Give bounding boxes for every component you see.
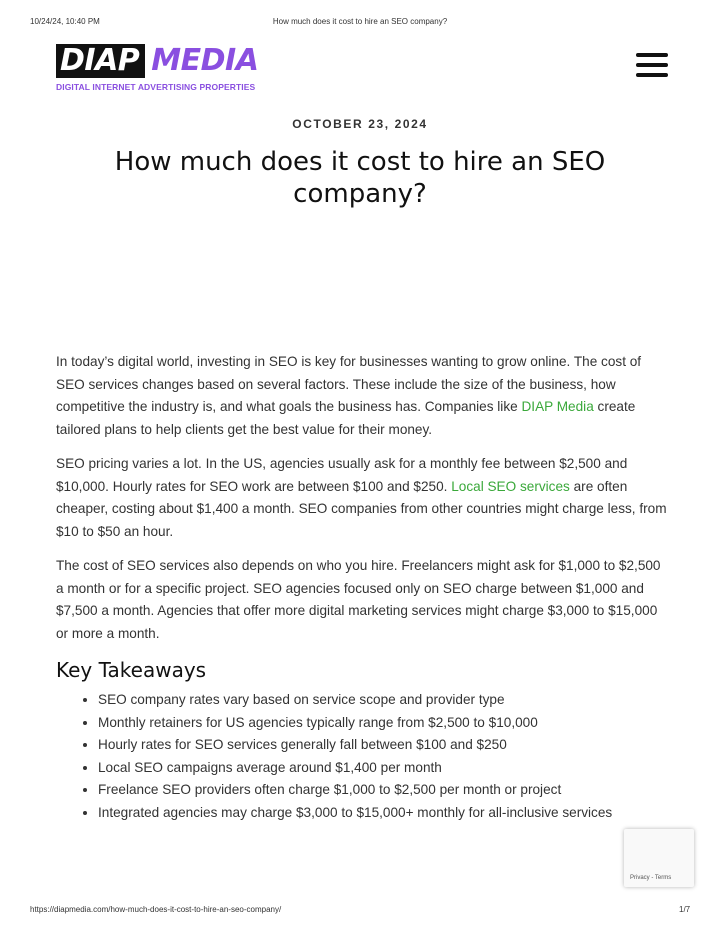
hamburger-menu-icon[interactable] [636, 53, 670, 79]
print-page-title: How much does it cost to hire an SEO company? [272, 17, 448, 26]
hamburger-bar [636, 63, 668, 67]
post-title: How much does it cost to hire an SEO company? [114, 147, 606, 209]
logo-word-diap: DIAP [56, 44, 145, 78]
list-item: • Monthly retainers for US agencies typically range from $2,500 to $10,000 [98, 712, 668, 735]
logo-word-media: MEDIA [151, 43, 259, 78]
print-datetime: 10/24/24, 10:40 PM [30, 17, 100, 26]
local-seo-services-link[interactable]: Local SEO services [451, 478, 570, 494]
paragraph-intro [56, 351, 668, 441]
paragraph-pricing [56, 453, 668, 543]
paragraph-text: create tailored plans to help clients get the best value for their money. [56, 399, 636, 437]
paragraph-text: are often cheaper, costing about $1,400 a month. SEO companies from other countries might charge less, from $10 to $50 an hour. [56, 478, 667, 539]
list-item: • Freelance SEO providers often charge $1,000 to $2,500 per month or project [98, 779, 668, 802]
hamburger-bar [636, 73, 668, 77]
key-takeaways-list [56, 689, 668, 824]
recaptcha-privacy-terms[interactable]: Privacy - Terms [630, 875, 672, 881]
paragraph-text: SEO pricing varies a lot. In the US, agencies usually ask for a monthly fee between $2,500 and $10,000. Hourly rates for SEO work are between $100 and $250. [56, 456, 628, 494]
hamburger-bar [636, 53, 668, 57]
article-body [56, 351, 668, 824]
list-item: • Hourly rates for SEO services generally fall between $100 and $250 [98, 734, 668, 757]
diap-media-link[interactable]: DIAP Media [521, 399, 594, 414]
list-item: • Local SEO campaigns average around $1,400 per month [98, 757, 668, 780]
site-logo[interactable] [56, 44, 258, 92]
post-date: OCTOBER 23, 2024 [292, 117, 428, 131]
recaptcha-badge[interactable] [624, 829, 694, 887]
key-takeaways-heading: Key Takeaways [56, 658, 207, 682]
paragraph-providers: The cost of SEO services also depends on who you hire. Freelancers might ask for $1,000 to $2,500 a month or for a specific project. SEO agencies focused only on SEO charge between $1,000 and $7,500 a month. Agencies that offer more digital marketing services might charge $3,000 to $15,000 or more a month. [56, 558, 661, 641]
logo-tagline: DIGITAL INTERNET ADVERTISING PROPERTIES [56, 82, 256, 92]
list-item: • SEO company rates vary based on service scope and provider type [98, 689, 668, 712]
print-url: https://diapmedia.com/how-much-does-it-cost-to-hire-an-seo-company/ [30, 905, 282, 914]
print-page-number: 1/7 [679, 905, 691, 914]
paragraph-text: In today’s digital world, investing in SEO is key for businesses wanting to grow online. The cost of SEO services changes based on several factors. These include the size of the business, how competitive the industry is, and what goals the business has. Companies like [56, 354, 642, 414]
list-item: • Integrated agencies may charge $3,000 to $15,000+ monthly for all-inclusive services [98, 802, 668, 825]
